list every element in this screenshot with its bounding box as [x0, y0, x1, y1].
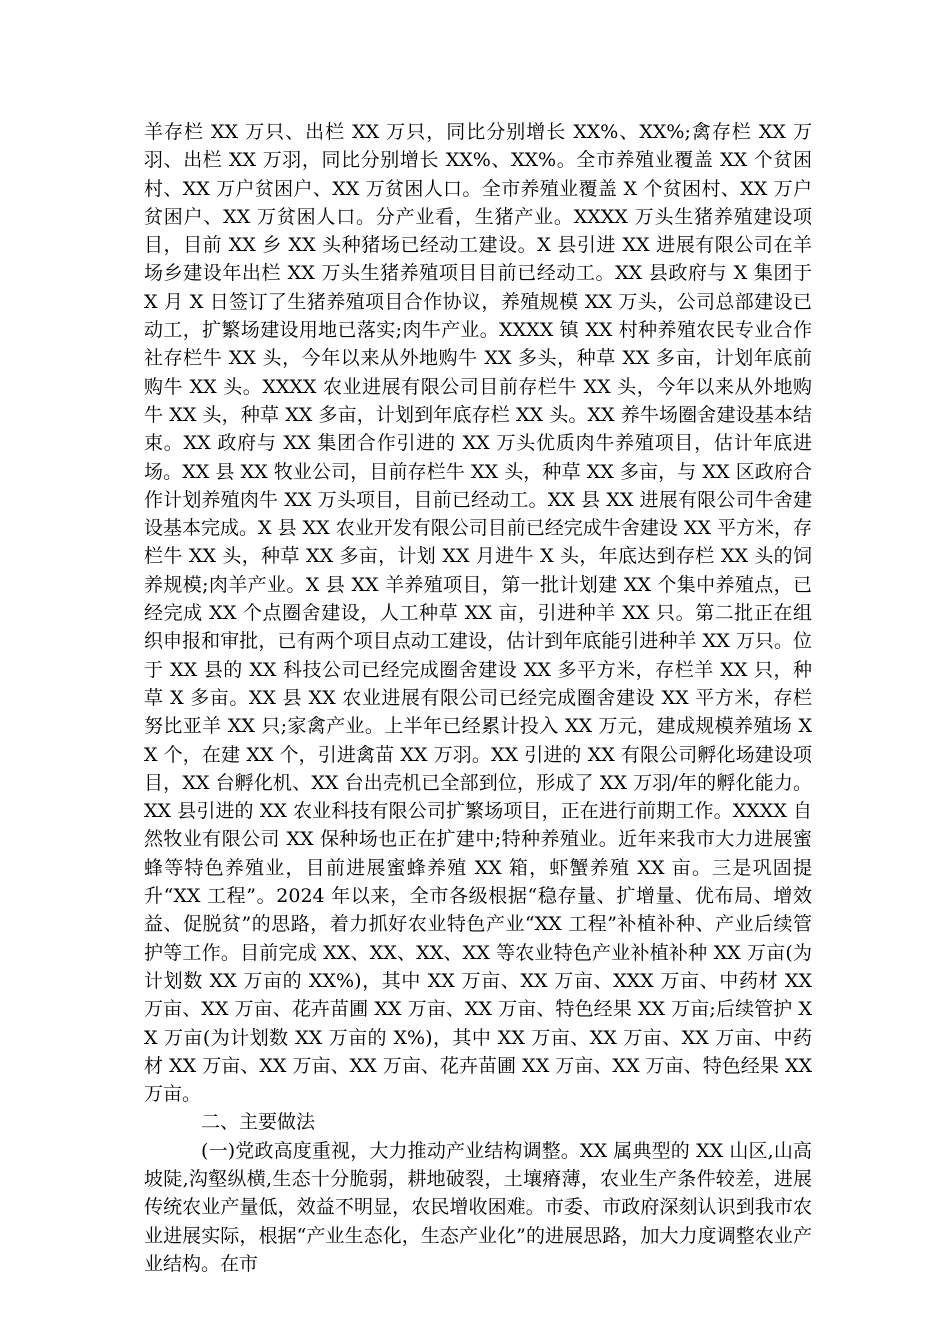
document-page [144, 118, 812, 1278]
section-heading: 二、主要做法 [201, 1111, 316, 1134]
body-paragraph: 羊存栏 XX 万只、出栏 XX 万只，同比分别增长 XX%、XX%;禽存栏 XX 万羽、出栏 XX 万羽，同比分别增长 XX%、XX%。全市养殖业覆盖 XX 个贫困村、XX 万户贫困户、XX 万贫困人口。全市养殖业覆盖 X 个贫困村、XX 万户贫困户、XX 万贫困人口。分产业看，生猪产业。XXXX 万头生猪养殖建设项目，目前 XX 乡 XX 头种猪场已经动工建设。X 县引进 XX 进展有限公司在羊场乡建设年出栏 XX 万头生猪养殖项目目前已经动工。XX 县政府与 X 集团于 X 月 X 日签订了生猪养殖项目合作协议，养殖规模 XX 万头，公司总部建设已动工，扩繁场建设用地已落实;肉牛产业。XXXX 镇 XX 村种养殖农民专业合作社存栏牛 XX 头，今年以来从外地购牛 XX 多头，种草 XX 多亩，计划年底前购牛 XX 头。XXXX 农业进展有限公司目前存栏牛 XX 头，今年以来从外地购牛 XX 头，种草 XX 多亩，计划到年底存栏 XX 头。XX 养牛场圈舍建设基本结束。XX 政府与 XX 集团合作引进的 XX 万头优质肉牛养殖项目，估计年底进场。XX 县 XX 牧业公司，目前存栏牛 XX 头，种草 XX 多亩，与 XX 区政府合作计划养殖肉牛 XX 万头项目，目前已经动工。XX 县 XX 进展有限公司牛舍建设基本完成。X 县 XX 农业开发有限公司目前已经完成牛舍建设 XX 平方米，存栏牛 XX 头，种草 XX 多亩，计划 XX 月进牛 X 头，年底达到存栏 XX 头的饲养规模;肉羊产业。X 县 XX 羊养殖项目，第一批计划建 XX 个集中养殖点，已经完成 XX 个点圈舍建设，人工种草 XX 亩，引进种羊 XX 只。第二批正在组织申报和审批，已有两个项目点动工建设，估计到年底能引进种羊 XX 万只。位于 XX 县的 XX 科技公司已经完成圈舍建设 XX 多平方米，存栏羊 XX 只，种草 X 多亩。XX 县 XX 农业进展有限公司已经完成圈舍建设 XX 平方米，存栏努比亚羊 XX 只;家禽产业。上半年已经累计投入 XX 万元，建成规模养殖场 XX 个，在建 XX 个，引进禽苗 XX 万羽。XX 引进的 XX 有限公司孵化场建设项目，XX 台孵化机、XX 台出壳机已全部到位，形成了 XX 万羽/年的孵化能力。XX 县引进的 XX 农业科技有限公司扩繁场项目，正在进行前期工作。XXXX 自然牧业有限公司 XX 保种场也正在扩建中;特种养殖业。近年来我市大力进展蜜蜂等特色养殖业，目前进展蜜蜂养殖 XX 箱，虾蟹养殖 XX 亩。三是巩固提升“XX 工程”。2024 年以来，全市各级根据“稳存量、扩增量、优布局、增效益、促脱贫”的思路，着力抓好农业特色产业“XX 工程”补植补种、产业后续管护等工作。目前完成 XX、XX、XX、XX 等农业特色产业补植补种 XX 万亩(为计划数 XX 万亩的 XX%)，其中 XX 万亩、XX 万亩、XXX 万亩、中药材 XX 万亩、XX 万亩、花卉苗圃 XX 万亩、XX 万亩、特色经果 XX 万亩;后续管护 XX 万亩(为计划数 XX 万亩的 X%)，其中 XX 万亩、XX 万亩、XX 万亩、中药材 XX 万亩、XX 万亩、XX 万亩、花卉苗圃 XX 万亩、XX 万亩、特色经果 XX 万亩。 [144, 121, 812, 1106]
body-paragraph: (一)党政高度重视，大力推动产业结构调整。XX 属典型的 XX 山区,山高坡陡,沟壑纵横,生态十分脆弱，耕地破裂，土壤瘠薄，农业生产条件较差，进展传统农业产量低，效益不明显，农民增收困难。市委、市政府深刻认识到我市农业进展实际，根据“产业生态化，生态产业化”的进展思路，加大力度调整农业产业结构。在市 [144, 1139, 812, 1275]
